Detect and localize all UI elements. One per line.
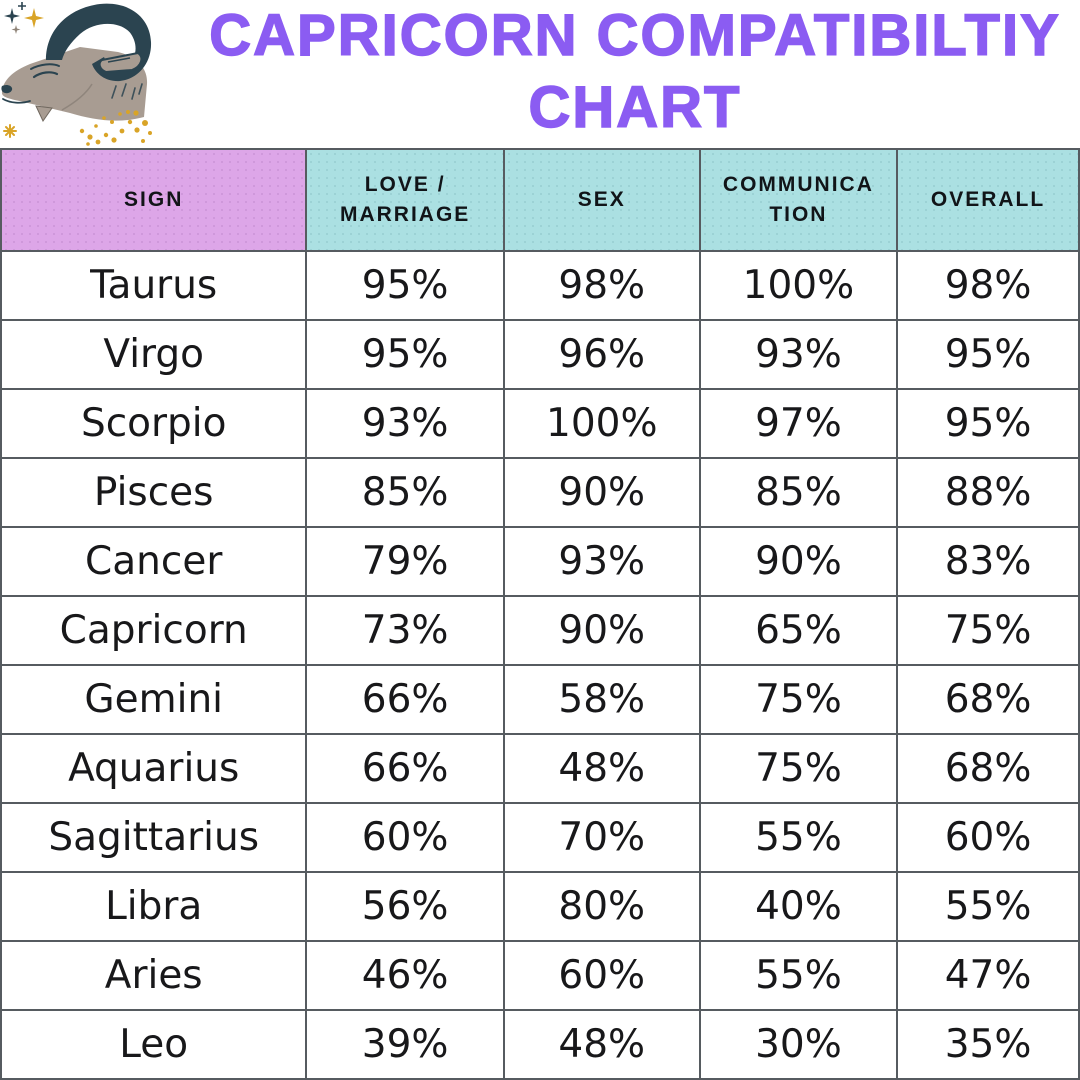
table-row [2, 250, 1078, 319]
overall-value-cell: 95% [896, 321, 1078, 388]
gold-asterisk [4, 125, 16, 137]
communication-value-cell: 40% [699, 873, 896, 940]
love-marriage-value-cell: 39% [305, 1011, 502, 1078]
sign-cell: Sagittarius [2, 804, 305, 871]
column-header-sex [503, 150, 699, 250]
sex-value-cell: 48% [503, 735, 699, 802]
sign-cell: Cancer [2, 528, 305, 595]
goat-beard [36, 106, 52, 121]
sparkle-small-star [12, 25, 21, 34]
communication-value-cell: 75% [699, 735, 896, 802]
communication-value-cell: 65% [699, 597, 896, 664]
communication-value-cell: 30% [699, 1011, 896, 1078]
table-row [2, 457, 1078, 526]
table-row [2, 940, 1078, 1009]
table-row [2, 1009, 1078, 1078]
overall-value-cell: 68% [896, 735, 1078, 802]
table-row [2, 526, 1078, 595]
column-header-overall [896, 150, 1078, 250]
sex-value-cell: 90% [503, 459, 699, 526]
sign-cell: Aquarius [2, 735, 305, 802]
header [0, 0, 1080, 148]
love-marriage-value-cell: 95% [305, 321, 502, 388]
love-marriage-value-cell: 85% [305, 459, 502, 526]
love-marriage-value-cell: 46% [305, 942, 502, 1009]
sex-value-cell: 48% [503, 1011, 699, 1078]
love-marriage-value-cell: 66% [305, 666, 502, 733]
communication-value-cell: 55% [699, 942, 896, 1009]
header-label-line: SIGN [124, 188, 184, 211]
title-line-2: CHART [528, 75, 742, 140]
table-header-row [2, 150, 1078, 250]
page-title [200, 0, 1070, 148]
sex-value-cell: 93% [503, 528, 699, 595]
table-row [2, 733, 1078, 802]
love-marriage-value-cell: 95% [305, 252, 502, 319]
sex-value-cell: 96% [503, 321, 699, 388]
table-row [2, 664, 1078, 733]
overall-value-cell: 95% [896, 390, 1078, 457]
table-row [2, 319, 1078, 388]
overall-value-cell: 47% [896, 942, 1078, 1009]
love-marriage-value-cell: 56% [305, 873, 502, 940]
header-label-line: TION [769, 203, 828, 226]
sex-value-cell: 58% [503, 666, 699, 733]
overall-value-cell: 60% [896, 804, 1078, 871]
overall-value-cell: 83% [896, 528, 1078, 595]
column-header-sign [2, 150, 305, 250]
communication-value-cell: 75% [699, 666, 896, 733]
sparkle-plus [18, 2, 26, 10]
communication-value-cell: 90% [699, 528, 896, 595]
overall-value-cell: 98% [896, 252, 1078, 319]
sign-cell: Scorpio [2, 390, 305, 457]
column-header-love-marriage [305, 150, 502, 250]
sign-cell: Libra [2, 873, 305, 940]
love-marriage-value-cell: 60% [305, 804, 502, 871]
header-label-line: OVERALL [930, 188, 1046, 211]
communication-value-cell: 55% [699, 804, 896, 871]
title-line-1: CAPRICORN COMPATIBILTIY [209, 3, 1061, 68]
sex-value-cell: 80% [503, 873, 699, 940]
header-label-line: COMMUNICA [722, 173, 874, 196]
communication-value-cell: 93% [699, 321, 896, 388]
love-marriage-value-cell: 79% [305, 528, 502, 595]
capricorn-goat-illustration [0, 0, 212, 150]
header-label-line: SEX [577, 188, 626, 211]
sign-cell: Virgo [2, 321, 305, 388]
sex-value-cell: 98% [503, 252, 699, 319]
compatibility-table [0, 148, 1080, 1080]
communication-value-cell: 85% [699, 459, 896, 526]
sex-value-cell: 100% [503, 390, 699, 457]
sign-cell: Gemini [2, 666, 305, 733]
sparkle-navy-star [4, 8, 20, 24]
sex-value-cell: 60% [503, 942, 699, 1009]
table-row [2, 388, 1078, 457]
overall-value-cell: 75% [896, 597, 1078, 664]
table-row [2, 871, 1078, 940]
header-label-line: MARRIAGE [339, 203, 471, 226]
overall-value-cell: 55% [896, 873, 1078, 940]
header-label-line: LOVE / [364, 173, 446, 196]
sex-value-cell: 90% [503, 597, 699, 664]
overall-value-cell: 35% [896, 1011, 1078, 1078]
sign-cell: Taurus [2, 252, 305, 319]
sign-cell: Pisces [2, 459, 305, 526]
table-row [2, 802, 1078, 871]
sex-value-cell: 70% [503, 804, 699, 871]
communication-value-cell: 97% [699, 390, 896, 457]
sparkle-gold-star [24, 8, 44, 28]
love-marriage-value-cell: 73% [305, 597, 502, 664]
column-header-communication [699, 150, 896, 250]
love-marriage-value-cell: 66% [305, 735, 502, 802]
love-marriage-value-cell: 93% [305, 390, 502, 457]
overall-value-cell: 68% [896, 666, 1078, 733]
sign-cell: Leo [2, 1011, 305, 1078]
communication-value-cell: 100% [699, 252, 896, 319]
table-row [2, 595, 1078, 664]
overall-value-cell: 88% [896, 459, 1078, 526]
sign-cell: Capricorn [2, 597, 305, 664]
sign-cell: Aries [2, 942, 305, 1009]
